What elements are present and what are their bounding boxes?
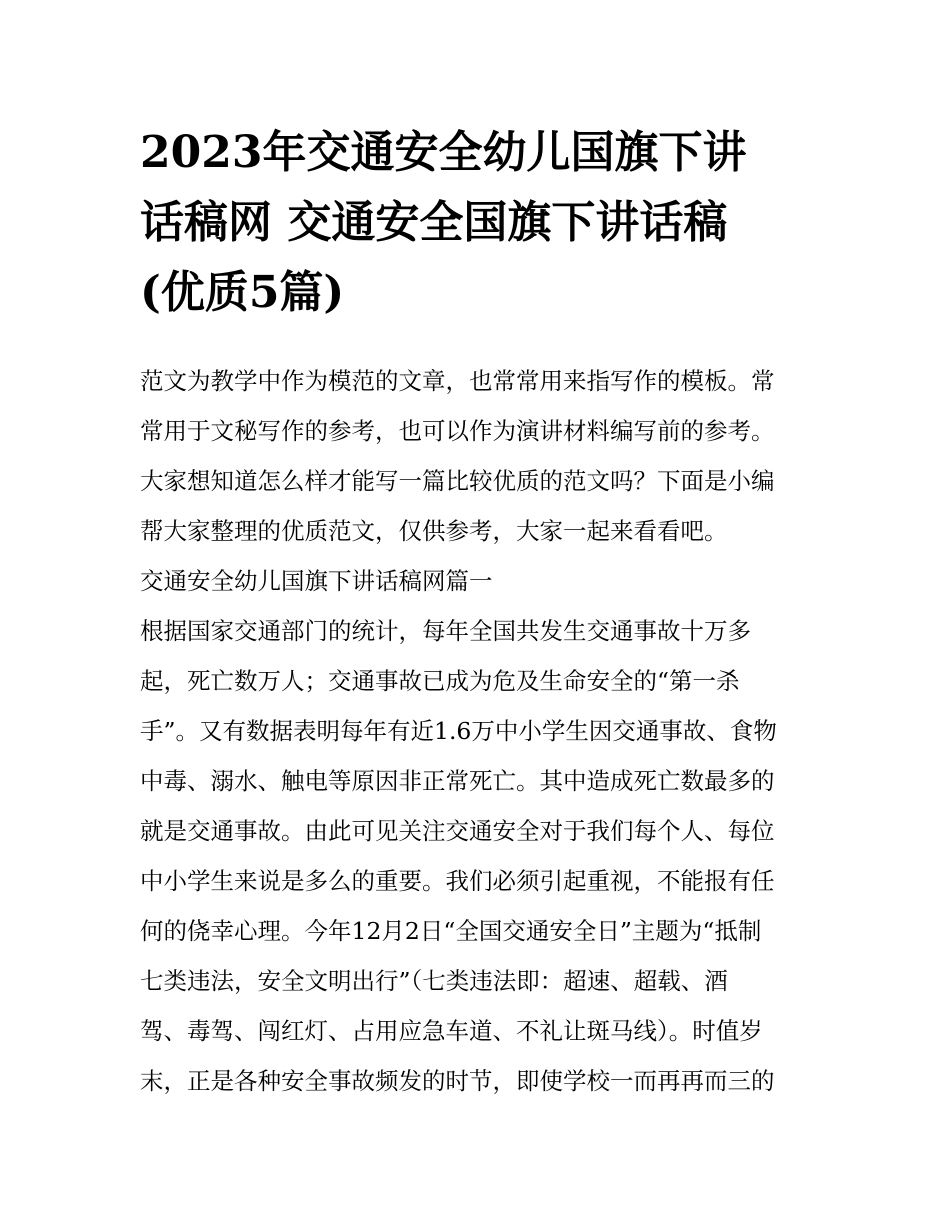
section-line: 何的侥幸心理。今年12月2日“全国交通安全日”主题为“抵制 [140, 917, 762, 945]
section-line: 根据国家交通部门的统计，每年全国共发生交通事故十万多 [140, 617, 751, 645]
title-line: 2023年交通安全幼儿国旗下讲 [140, 127, 747, 178]
document-body [140, 356, 830, 1106]
intro-line: 大家想知道怎么样才能写一篇比较优质的范文吗？下面是小编 [140, 467, 775, 495]
title-line: (优质5篇) [140, 267, 345, 318]
document-title [140, 118, 820, 328]
intro-line: 常用于文秘写作的参考，也可以作为演讲材料编写前的参考。 [140, 417, 775, 445]
section-line: 驾、毒驾、闯红灯、占用应急车道、不礼让斑马线）。时值岁 [140, 1017, 763, 1045]
section-heading: 交通安全幼儿国旗下讲话稿网篇一 [140, 567, 493, 595]
section-line: 中小学生来说是多么的重要。我们必须引起重视，不能报有任 [140, 867, 775, 895]
section-line: 中毒、溺水、触电等原因非正常死亡。其中造成死亡数最多的 [140, 767, 775, 795]
intro-line: 帮大家整理的优质范文，仅供参考，大家一起来看看吧。 [140, 517, 728, 545]
section-line: 末，正是各种安全事故频发的时节，即使学校一而再再而三的 [140, 1067, 775, 1095]
section-line: 七类违法，安全文明出行”（七类违法即：超速、超载、酒 [140, 967, 728, 995]
title-line: 话稿网 交通安全国旗下讲话稿 [140, 197, 728, 248]
section-line: 起，死亡数万人；交通事故已成为危及生命安全的“第一杀 [140, 667, 740, 695]
section-line: 手”。又有数据表明每年有近1.6万中小学生因交通事故、食物 [140, 717, 777, 745]
intro-line: 范文为教学中作为模范的文章，也常常用来指写作的模板。常 [140, 367, 775, 395]
section-line: 就是交通事故。由此可见关注交通安全对于我们每个人、每位 [140, 817, 775, 845]
